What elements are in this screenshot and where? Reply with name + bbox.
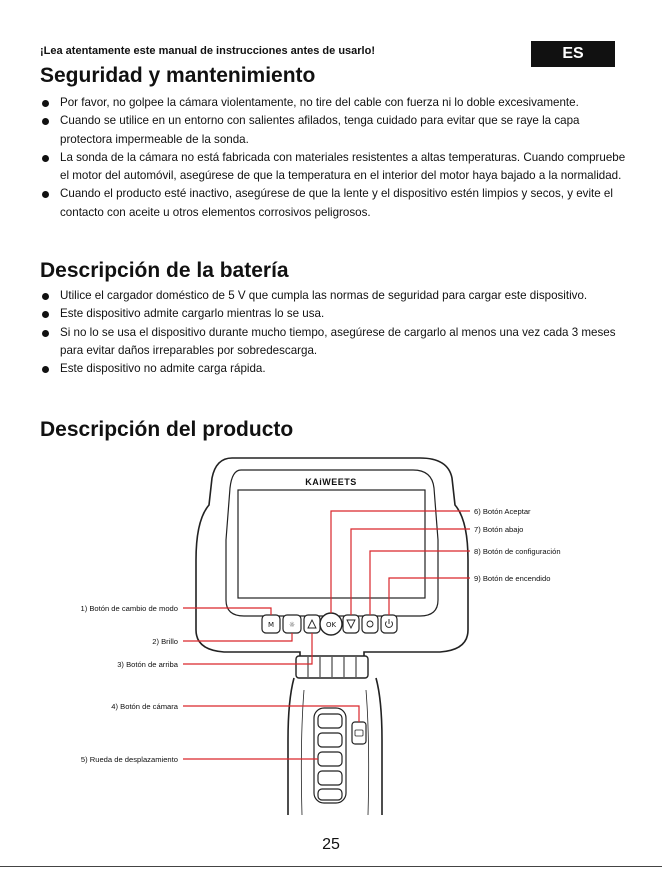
brand-logo: KAiWEETS xyxy=(305,477,357,487)
battery-list xyxy=(42,287,627,378)
settings-button xyxy=(362,615,378,633)
down-button xyxy=(343,615,359,633)
product-heading: Descripción del producto xyxy=(40,418,294,441)
safety-item: Cuando el producto esté inactivo, asegúrese de que la lente y el dispositivo estén limpios y secos, y evite el contacto con aceite u otros elementos corrosivos peligrosos. xyxy=(42,185,627,222)
ok-button-label: OK xyxy=(325,621,337,629)
battery-item: Este dispositivo admite cargarlo mientras lo se usa. xyxy=(42,305,627,323)
callout-mode: 1) Botón de cambio de modo xyxy=(80,604,178,613)
product-diagram xyxy=(0,450,662,830)
safety-item: La sonda de la cámara no está fabricada con materiales resistentes a altas temperaturas. Cuando compruebe el motor del automóvil, asegúrese de que la temperatura en el interior del motor haya bajado a la normalidad. xyxy=(42,149,627,186)
brightness-icon: ☼ xyxy=(288,621,296,629)
scroll-wheel-segment xyxy=(318,714,342,728)
callout-down: 7) Botón abajo xyxy=(474,525,524,534)
battery-item: Este dispositivo no admite carga rápida. xyxy=(42,360,627,378)
safety-list xyxy=(42,94,627,222)
bottom-divider xyxy=(0,866,662,867)
device-bezel xyxy=(226,470,438,616)
battery-item: Utilice el cargador doméstico de 5 V que cumpla las normas de seguridad para cargar este dispositivo. xyxy=(42,287,627,305)
callout-up: 3) Botón de arriba xyxy=(117,660,178,669)
battery-heading: Descripción de la batería xyxy=(40,259,289,282)
safety-heading: Seguridad y mantenimiento xyxy=(40,64,316,87)
battery-item: Si no lo se usa el dispositivo durante mucho tiempo, asegúrese de cargarlo al menos una vez cada 3 meses para evitar daños irreparables por sobredescarga. xyxy=(42,324,627,361)
page-number: 25 xyxy=(322,836,340,853)
callout-settings: 8) Botón de configuración xyxy=(474,547,561,556)
safety-item: Por favor, no golpee la cámara violentamente, no tire del cable con fuerza ni lo doble excesivamente. xyxy=(42,94,627,112)
scroll-wheel-segment xyxy=(318,733,342,747)
language-badge: ES xyxy=(531,41,615,67)
scroll-wheel-segment xyxy=(318,752,342,766)
callout-brightness: 2) Brillo xyxy=(152,637,178,646)
camera-button xyxy=(352,722,366,744)
callout-accept: 6) Botón Aceptar xyxy=(474,507,531,516)
callout-power: 9) Botón de encendido xyxy=(474,574,551,583)
up-button xyxy=(304,615,320,633)
read-manual-notice: ¡Lea atentamente este manual de instrucciones antes de usarlo! xyxy=(40,45,375,57)
safety-item: Cuando se utilice en un entorno con salientes afilados, tenga cuidado para evitar que se raye la capa protectora impermeable de la sonda. xyxy=(42,112,627,149)
scroll-wheel-segment xyxy=(318,789,342,800)
scroll-wheel-segment xyxy=(318,771,342,785)
callout-camera: 4) Botón de cámara xyxy=(111,702,178,711)
callout-wheel: 5) Rueda de desplazamiento xyxy=(80,755,178,764)
mode-button-label: M xyxy=(267,621,275,629)
